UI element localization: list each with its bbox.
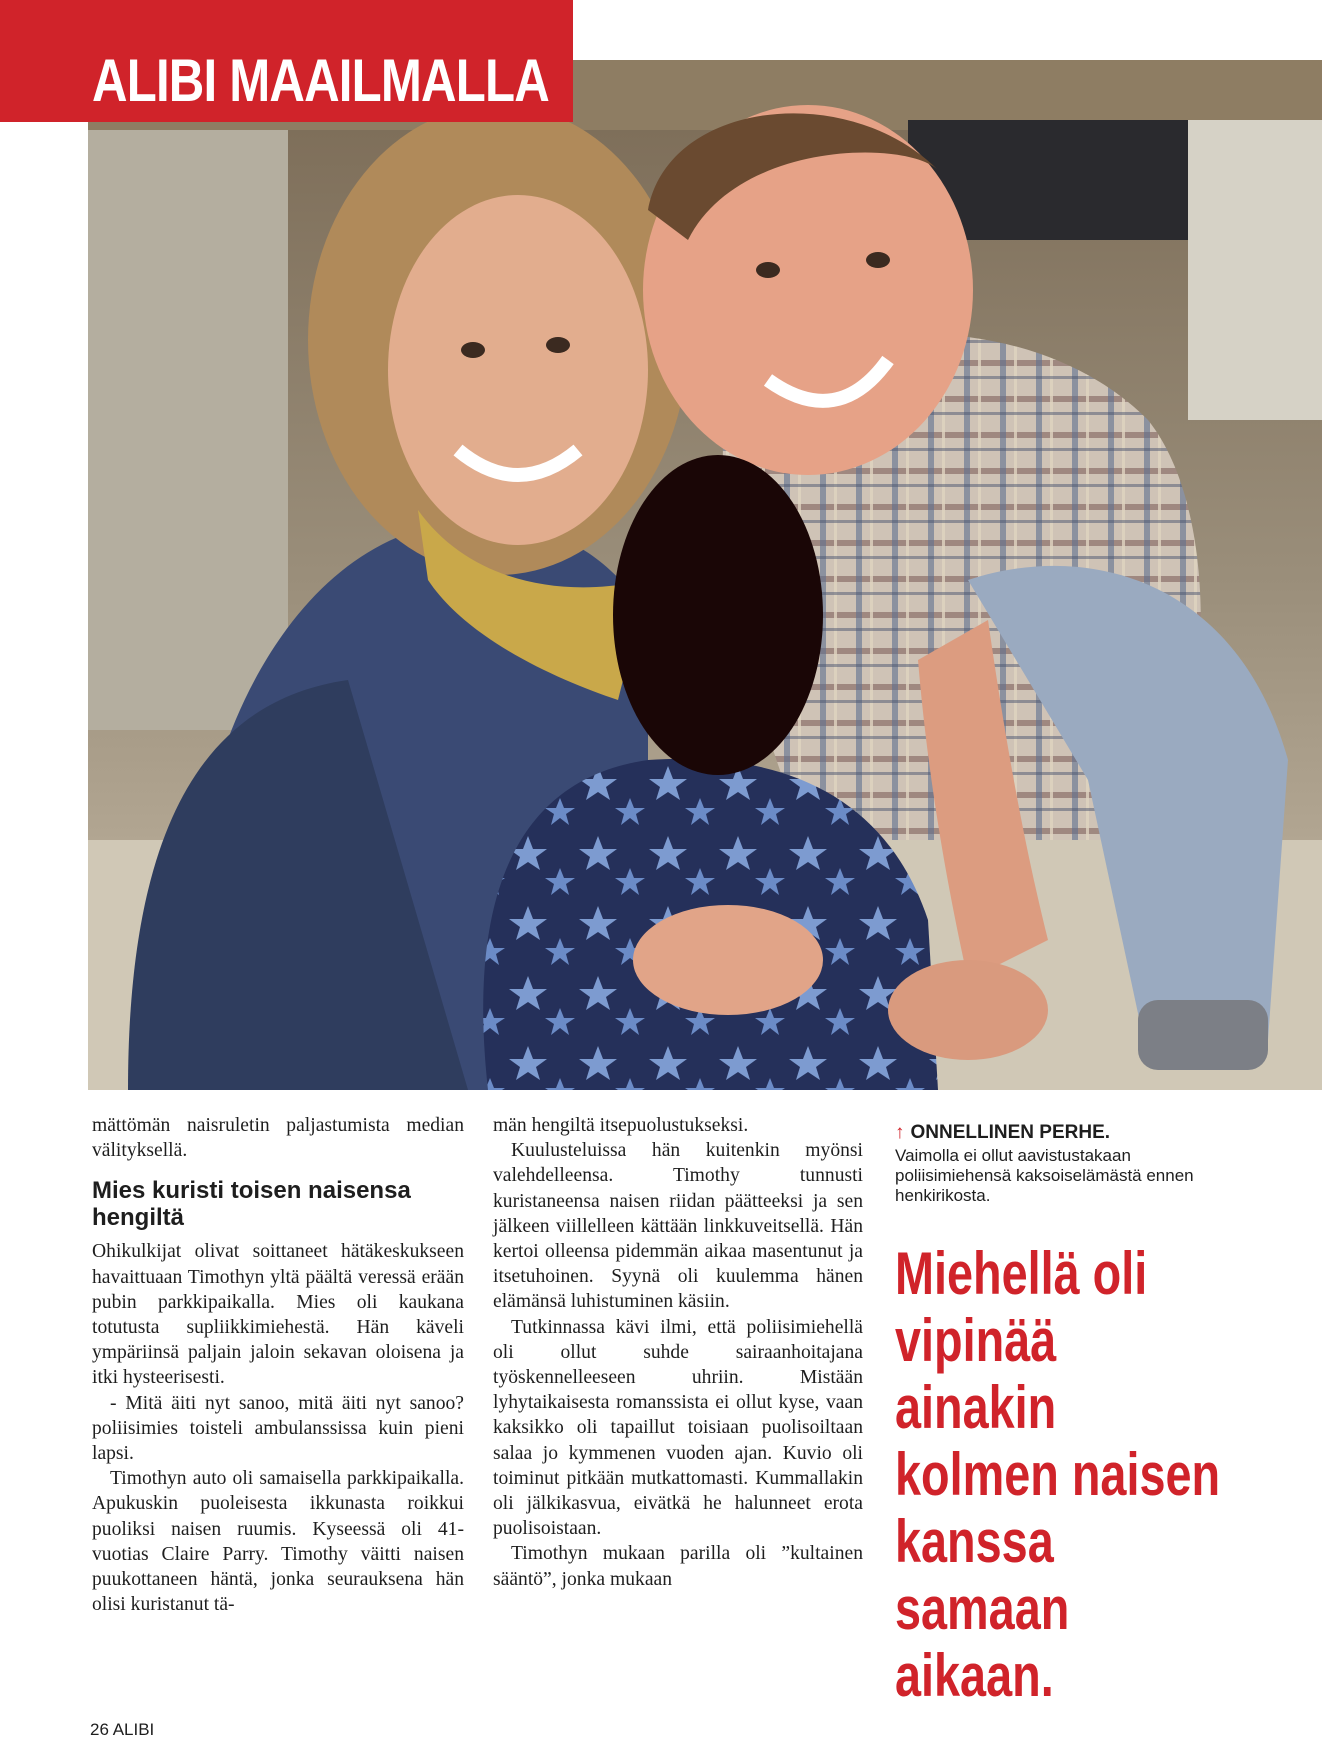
photo-caption	[895, 1122, 1215, 1206]
section-title: ALIBI MAAILMALLA	[92, 47, 549, 114]
caption-text: Vaimolla ei ollut aavistustakaan poliisimiehensä kaksoiselämästä ennen henkirikosta.	[895, 1146, 1194, 1205]
family-photo-illustration	[88, 60, 1322, 1090]
body-paragraph: mättömän naisruletin paljastumista median välityksellä.	[92, 1115, 464, 1162]
article-column-2	[493, 1113, 863, 1592]
body-paragraph: Kuulusteluissa hän kuitenkin myönsi valehdelleensa. Timothy tunnusti kuristaneensa naisen riidan päätteeksi ja sen jälkeen viillelleen kättään linkkuveitsellä. Hän kertoi olleensa pidemmän aikaa masentunut ja itsetuhoinen. Syynä oli kuulemma hänen elämänsä luhistuminen käsiin.	[493, 1140, 863, 1313]
body-paragraph: - Mitä äiti nyt sanoo, mitä äiti nyt sanoo? poliisimies toisteli ambulanssissa kuin pieni lapsi.	[92, 1392, 464, 1465]
body-paragraph: Tutkinnassa kävi ilmi, että poliisimiehellä oli ollut suhde sairaanhoitajana työskennelleeseen uhriin. Mistään lyhytaikaisesta romanssista ei ollut kyse, vaan kaksikko oli tapaillut toisiaan puolisoiltaan salaa jo kymmenen vuoden ajan. Kuvio oli toiminut pitkään mutkattomasti. Kummallakin oli jälkikasvua, eivätkä he halunneet erota puolisoistaan.	[493, 1316, 863, 1540]
arrow-up-icon: ↑	[895, 1122, 905, 1143]
section-banner	[0, 0, 573, 122]
page-folio: 26 ALIBI	[90, 1720, 155, 1739]
subheading: Mies kuristi toisen naisensa hengiltä	[92, 1177, 411, 1232]
body-paragraph: män hengiltä itsepuolustukseksi.	[493, 1115, 749, 1136]
body-paragraph: Timothyn auto oli samaisella parkkipaikalla. Apukuskin puoleisesta ikkunasta roikkui puoliksi naisen ruumis. Kyseessä oli 41-vuotias Claire Parry. Timothy väitti naisen puukottaneen häntä, jonka seurauksena hän olisi kuristanut tä-	[92, 1468, 464, 1616]
article-column-1	[92, 1113, 464, 1617]
pull-quote: Miehellä oli vipinää ainakin kolmen naisen kanssa samaan aikaan.	[895, 1240, 1221, 1709]
caption-title: ONNELLINEN PERHE.	[910, 1122, 1111, 1143]
family-photo	[88, 60, 1322, 1090]
body-paragraph: Ohikulkijat olivat soittaneet hätäkeskukseen havaittuaan Timothyn yltä päältä veressä erään pubin parkkipaikalla. Mies oli kaukana totutusta supliikkimiehestä. Hän käveli ympäriinsä paljain jaloin sekavan oloisena ja itki hysteerisesti.	[92, 1241, 464, 1389]
body-paragraph: Timothyn mukaan parilla oli ”kultainen sääntö”, jonka mukaan	[493, 1543, 863, 1590]
